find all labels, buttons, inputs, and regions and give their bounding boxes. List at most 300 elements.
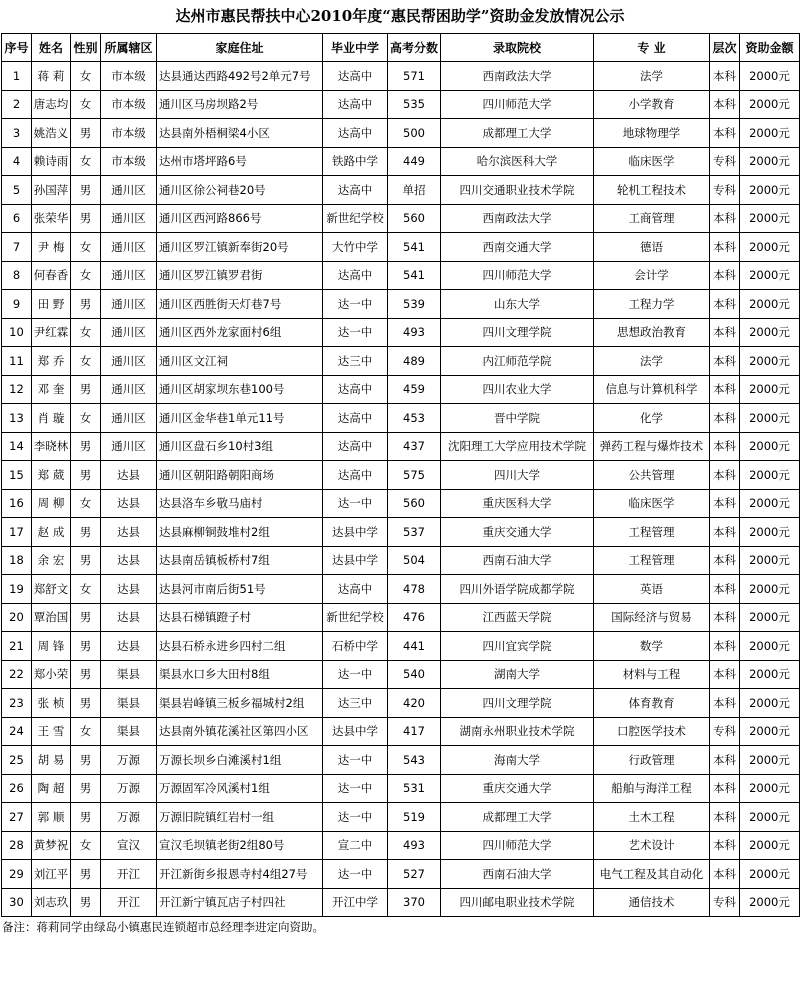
header-address: 家庭住址 (157, 34, 323, 62)
table-row (2, 888, 800, 917)
cell-major: 临床医学 (594, 489, 710, 518)
cell-amount: 2000元 (740, 575, 800, 604)
cell-level: 本科 (710, 575, 740, 604)
header-major: 专 业 (594, 34, 710, 62)
page-title: 达州市惠民帮扶中心2010年度“惠民帮困助学”资助金发放情况公示 (175, 7, 625, 25)
header-level: 层次 (710, 34, 740, 62)
header-gender: 性别 (71, 34, 101, 62)
cell-index: 29 (2, 860, 32, 889)
cell-college: 西南政法大学 (441, 204, 594, 233)
cell-major: 艺术设计 (594, 831, 710, 860)
table-row (2, 831, 800, 860)
cell-district: 通川区 (101, 432, 157, 461)
cell-amount: 2000元 (740, 318, 800, 347)
cell-gender: 女 (71, 318, 101, 347)
cell-index: 11 (2, 347, 32, 376)
cell-district: 渠县 (101, 689, 157, 718)
cell-major: 弹药工程与爆炸技术 (594, 432, 710, 461)
cell-score: 540 (388, 660, 441, 689)
cell-district: 通川区 (101, 347, 157, 376)
cell-major: 化学 (594, 404, 710, 433)
cell-gender: 男 (71, 375, 101, 404)
table-row (2, 318, 800, 347)
cell-address: 通川区盘石乡10村3组 (157, 432, 323, 461)
cell-address: 达县石梯镇蹬子村 (157, 603, 323, 632)
cell-level: 本科 (710, 290, 740, 319)
cell-index: 6 (2, 204, 32, 233)
cell-amount: 2000元 (740, 461, 800, 490)
cell-gender: 女 (71, 575, 101, 604)
cell-address: 达县南外梧桐梁4小区 (157, 119, 323, 148)
cell-index: 10 (2, 318, 32, 347)
cell-district: 达县 (101, 489, 157, 518)
cell-name: 王 雪 (32, 717, 71, 746)
table-row (2, 90, 800, 119)
cell-gender: 男 (71, 660, 101, 689)
cell-school: 达高中 (323, 404, 388, 433)
cell-major: 体育教育 (594, 689, 710, 718)
cell-score: 560 (388, 204, 441, 233)
cell-address: 通川区胡家坝东巷100号 (157, 375, 323, 404)
cell-gender: 女 (71, 831, 101, 860)
cell-college: 四川外语学院成都学院 (441, 575, 594, 604)
table-row (2, 347, 800, 376)
cell-school: 大竹中学 (323, 233, 388, 262)
cell-score: 543 (388, 746, 441, 775)
table-row (2, 774, 800, 803)
cell-gender: 男 (71, 546, 101, 575)
cell-college: 四川文理学院 (441, 689, 594, 718)
cell-college: 四川师范大学 (441, 831, 594, 860)
cell-school: 达一中 (323, 860, 388, 889)
cell-index: 26 (2, 774, 32, 803)
cell-index: 9 (2, 290, 32, 319)
cell-major: 电气工程及其自动化 (594, 860, 710, 889)
cell-district: 市本级 (101, 147, 157, 176)
cell-level: 本科 (710, 746, 740, 775)
cell-district: 市本级 (101, 90, 157, 119)
cell-amount: 2000元 (740, 119, 800, 148)
table-row (2, 290, 800, 319)
table-row (2, 204, 800, 233)
cell-name: 何春香 (32, 261, 71, 290)
cell-major: 工商管理 (594, 204, 710, 233)
cell-major: 德语 (594, 233, 710, 262)
cell-school: 达一中 (323, 290, 388, 319)
cell-index: 20 (2, 603, 32, 632)
table-row (2, 746, 800, 775)
cell-name: 周 锋 (32, 632, 71, 661)
cell-district: 通川区 (101, 404, 157, 433)
cell-amount: 2000元 (740, 546, 800, 575)
cell-college: 四川宜宾学院 (441, 632, 594, 661)
cell-score: 493 (388, 318, 441, 347)
cell-school: 达高中 (323, 62, 388, 91)
cell-score: 420 (388, 689, 441, 718)
cell-district: 达县 (101, 603, 157, 632)
cell-amount: 2000元 (740, 404, 800, 433)
cell-major: 材料与工程 (594, 660, 710, 689)
table-header-row (2, 34, 800, 62)
cell-school: 达县中学 (323, 518, 388, 547)
cell-district: 达县 (101, 546, 157, 575)
cell-index: 28 (2, 831, 32, 860)
header-amount: 资助金额 (740, 34, 800, 62)
cell-school: 达高中 (323, 375, 388, 404)
cell-major: 数学 (594, 632, 710, 661)
cell-college: 内江师范学院 (441, 347, 594, 376)
cell-name: 尹红霖 (32, 318, 71, 347)
cell-school: 达一中 (323, 489, 388, 518)
cell-address: 达县通达西路492号2单元7号 (157, 62, 323, 91)
cell-score: 571 (388, 62, 441, 91)
cell-amount: 2000元 (740, 774, 800, 803)
cell-school: 开江中学 (323, 888, 388, 917)
cell-amount: 2000元 (740, 660, 800, 689)
cell-level: 本科 (710, 347, 740, 376)
cell-major: 英语 (594, 575, 710, 604)
cell-index: 1 (2, 62, 32, 91)
cell-score: 478 (388, 575, 441, 604)
cell-score: 370 (388, 888, 441, 917)
cell-college: 重庆交通大学 (441, 518, 594, 547)
table-row (2, 261, 800, 290)
cell-score: 537 (388, 518, 441, 547)
cell-school: 达一中 (323, 774, 388, 803)
cell-index: 5 (2, 176, 32, 205)
cell-college: 四川师范大学 (441, 90, 594, 119)
cell-college: 哈尔滨医科大学 (441, 147, 594, 176)
cell-index: 2 (2, 90, 32, 119)
cell-gender: 女 (71, 147, 101, 176)
table-row (2, 62, 800, 91)
cell-major: 通信技术 (594, 888, 710, 917)
cell-college: 成都理工大学 (441, 119, 594, 148)
table-row (2, 404, 800, 433)
cell-address: 通川区金华巷1单元11号 (157, 404, 323, 433)
cell-amount: 2000元 (740, 62, 800, 91)
cell-major: 小学教育 (594, 90, 710, 119)
cell-major: 口腔医学技术 (594, 717, 710, 746)
cell-major: 行政管理 (594, 746, 710, 775)
cell-index: 4 (2, 147, 32, 176)
cell-district: 通川区 (101, 176, 157, 205)
cell-school: 达高中 (323, 90, 388, 119)
cell-college: 江西蓝天学院 (441, 603, 594, 632)
cell-major: 法学 (594, 347, 710, 376)
cell-index: 18 (2, 546, 32, 575)
cell-amount: 2000元 (740, 90, 800, 119)
table-row (2, 575, 800, 604)
table-row (2, 147, 800, 176)
cell-score: 575 (388, 461, 441, 490)
cell-district: 通川区 (101, 233, 157, 262)
cell-level: 本科 (710, 261, 740, 290)
cell-school: 达一中 (323, 318, 388, 347)
cell-college: 四川农业大学 (441, 375, 594, 404)
cell-amount: 2000元 (740, 518, 800, 547)
cell-name: 姚浩义 (32, 119, 71, 148)
cell-major: 会计学 (594, 261, 710, 290)
cell-amount: 2000元 (740, 831, 800, 860)
cell-major: 船舶与海洋工程 (594, 774, 710, 803)
table-row (2, 375, 800, 404)
cell-district: 宣汉 (101, 831, 157, 860)
cell-address: 万源固军冷风溪村1组 (157, 774, 323, 803)
cell-level: 本科 (710, 518, 740, 547)
cell-address: 达县石桥永进乡四村二组 (157, 632, 323, 661)
cell-gender: 女 (71, 404, 101, 433)
header-index: 序号 (2, 34, 32, 62)
cell-score: 527 (388, 860, 441, 889)
cell-college: 重庆交通大学 (441, 774, 594, 803)
cell-college: 重庆医科大学 (441, 489, 594, 518)
cell-name: 刘江平 (32, 860, 71, 889)
cell-address: 通川区罗江镇新奉街20号 (157, 233, 323, 262)
cell-college: 四川师范大学 (441, 261, 594, 290)
cell-address: 开江新街乡报恩寺村4组27号 (157, 860, 323, 889)
cell-amount: 2000元 (740, 888, 800, 917)
cell-amount: 2000元 (740, 717, 800, 746)
cell-score: 504 (388, 546, 441, 575)
table-row (2, 119, 800, 148)
cell-gender: 男 (71, 518, 101, 547)
cell-index: 3 (2, 119, 32, 148)
table-row (2, 803, 800, 832)
cell-district: 万源 (101, 746, 157, 775)
cell-gender: 男 (71, 689, 101, 718)
cell-gender: 男 (71, 888, 101, 917)
cell-name: 李晓林 (32, 432, 71, 461)
cell-amount: 2000元 (740, 347, 800, 376)
cell-gender: 男 (71, 432, 101, 461)
cell-major: 土木工程 (594, 803, 710, 832)
table-row (2, 717, 800, 746)
cell-name: 邓 奎 (32, 375, 71, 404)
cell-score: 531 (388, 774, 441, 803)
header-name: 姓名 (32, 34, 71, 62)
cell-score: 493 (388, 831, 441, 860)
cell-address: 通川区徐公祠巷20号 (157, 176, 323, 205)
cell-score: 541 (388, 261, 441, 290)
cell-name: 肖 璇 (32, 404, 71, 433)
table-body (2, 62, 800, 917)
cell-score: 437 (388, 432, 441, 461)
cell-name: 赵 成 (32, 518, 71, 547)
cell-score: 单招 (388, 176, 441, 205)
cell-school: 达一中 (323, 660, 388, 689)
cell-college: 山东大学 (441, 290, 594, 319)
cell-college: 西南石油大学 (441, 546, 594, 575)
cell-amount: 2000元 (740, 489, 800, 518)
cell-level: 本科 (710, 62, 740, 91)
cell-index: 12 (2, 375, 32, 404)
cell-district: 通川区 (101, 261, 157, 290)
cell-address: 通川区朝阳路朝阳商场 (157, 461, 323, 490)
cell-amount: 2000元 (740, 860, 800, 889)
cell-address: 开江新宁镇瓦店子村四社 (157, 888, 323, 917)
cell-district: 万源 (101, 803, 157, 832)
cell-level: 本科 (710, 375, 740, 404)
table-row (2, 432, 800, 461)
cell-gender: 女 (71, 62, 101, 91)
table-row (2, 860, 800, 889)
cell-address: 渠县水口乡大田村8组 (157, 660, 323, 689)
cell-major: 临床医学 (594, 147, 710, 176)
cell-name: 郑舒文 (32, 575, 71, 604)
cell-amount: 2000元 (740, 261, 800, 290)
cell-address: 达县南外镇花溪社区第四小区 (157, 717, 323, 746)
table-row (2, 176, 800, 205)
table-row (2, 489, 800, 518)
cell-name: 覃治国 (32, 603, 71, 632)
cell-major: 工程管理 (594, 546, 710, 575)
cell-name: 郑 乔 (32, 347, 71, 376)
cell-college: 四川邮电职业技术学院 (441, 888, 594, 917)
cell-college: 湖南永州职业技术学院 (441, 717, 594, 746)
cell-major: 工程力学 (594, 290, 710, 319)
cell-school: 石桥中学 (323, 632, 388, 661)
cell-address: 通川区罗江镇罗君街 (157, 261, 323, 290)
cell-district: 开江 (101, 860, 157, 889)
cell-address: 达县南岳镇板桥村7组 (157, 546, 323, 575)
cell-school: 铁路中学 (323, 147, 388, 176)
cell-gender: 女 (71, 347, 101, 376)
cell-district: 渠县 (101, 660, 157, 689)
cell-school: 达高中 (323, 261, 388, 290)
table-row (2, 546, 800, 575)
cell-address: 通川区西河路866号 (157, 204, 323, 233)
cell-score: 459 (388, 375, 441, 404)
cell-major: 地球物理学 (594, 119, 710, 148)
cell-amount: 2000元 (740, 176, 800, 205)
cell-name: 田 野 (32, 290, 71, 319)
cell-level: 本科 (710, 632, 740, 661)
cell-district: 达县 (101, 632, 157, 661)
cell-major: 信息与计算机科学 (594, 375, 710, 404)
table-row (2, 518, 800, 547)
cell-school: 达高中 (323, 176, 388, 205)
cell-index: 22 (2, 660, 32, 689)
cell-level: 本科 (710, 689, 740, 718)
cell-address: 通川区西胜街天灯巷7号 (157, 290, 323, 319)
cell-school: 达一中 (323, 803, 388, 832)
cell-index: 16 (2, 489, 32, 518)
cell-level: 本科 (710, 318, 740, 347)
table-row (2, 632, 800, 661)
aid-table (1, 33, 800, 917)
cell-gender: 男 (71, 461, 101, 490)
header-district: 所属辖区 (101, 34, 157, 62)
cell-district: 市本级 (101, 62, 157, 91)
cell-index: 21 (2, 632, 32, 661)
cell-score: 560 (388, 489, 441, 518)
cell-district: 达县 (101, 575, 157, 604)
cell-level: 本科 (710, 774, 740, 803)
cell-level: 本科 (710, 660, 740, 689)
cell-district: 通川区 (101, 375, 157, 404)
cell-name: 赖诗雨 (32, 147, 71, 176)
cell-school: 达县中学 (323, 717, 388, 746)
cell-address: 通川区马房坝路2号 (157, 90, 323, 119)
cell-name: 黄梦祝 (32, 831, 71, 860)
cell-level: 本科 (710, 803, 740, 832)
table-row (2, 689, 800, 718)
cell-school: 达高中 (323, 432, 388, 461)
cell-major: 轮机工程技术 (594, 176, 710, 205)
cell-college: 西南交通大学 (441, 233, 594, 262)
cell-school: 达高中 (323, 119, 388, 148)
cell-level: 专科 (710, 717, 740, 746)
cell-school: 达三中 (323, 347, 388, 376)
cell-college: 四川文理学院 (441, 318, 594, 347)
cell-index: 23 (2, 689, 32, 718)
cell-college: 西南政法大学 (441, 62, 594, 91)
cell-address: 达州市塔坪路6号 (157, 147, 323, 176)
cell-level: 本科 (710, 461, 740, 490)
cell-amount: 2000元 (740, 432, 800, 461)
cell-gender: 女 (71, 90, 101, 119)
cell-score: 441 (388, 632, 441, 661)
table-row (2, 660, 800, 689)
cell-amount: 2000元 (740, 746, 800, 775)
header-college: 录取院校 (441, 34, 594, 62)
cell-name: 张 桢 (32, 689, 71, 718)
cell-index: 13 (2, 404, 32, 433)
cell-name: 郑 葳 (32, 461, 71, 490)
cell-gender: 男 (71, 603, 101, 632)
cell-level: 本科 (710, 119, 740, 148)
cell-score: 453 (388, 404, 441, 433)
cell-gender: 女 (71, 233, 101, 262)
cell-score: 541 (388, 233, 441, 262)
cell-district: 开江 (101, 888, 157, 917)
cell-district: 通川区 (101, 204, 157, 233)
cell-gender: 男 (71, 290, 101, 319)
cell-gender: 女 (71, 717, 101, 746)
page (1, 0, 799, 937)
cell-gender: 男 (71, 204, 101, 233)
cell-gender: 男 (71, 632, 101, 661)
cell-gender: 男 (71, 746, 101, 775)
cell-college: 四川交通职业技术学院 (441, 176, 594, 205)
cell-address: 渠县岩峰镇三板乡福城村2组 (157, 689, 323, 718)
cell-level: 本科 (710, 233, 740, 262)
cell-name: 刘志玖 (32, 888, 71, 917)
cell-name: 唐志均 (32, 90, 71, 119)
cell-school: 新世纪学校 (323, 204, 388, 233)
cell-name: 郭 顺 (32, 803, 71, 832)
cell-school: 达一中 (323, 746, 388, 775)
cell-index: 25 (2, 746, 32, 775)
cell-amount: 2000元 (740, 147, 800, 176)
cell-name: 蒋 莉 (32, 62, 71, 91)
cell-index: 30 (2, 888, 32, 917)
cell-score: 500 (388, 119, 441, 148)
cell-index: 24 (2, 717, 32, 746)
cell-college: 晋中学院 (441, 404, 594, 433)
cell-address: 通川区西外龙家面村6组 (157, 318, 323, 347)
cell-level: 本科 (710, 603, 740, 632)
cell-district: 万源 (101, 774, 157, 803)
cell-address: 万源长坝乡白滩溪村1组 (157, 746, 323, 775)
cell-amount: 2000元 (740, 632, 800, 661)
cell-name: 周 柳 (32, 489, 71, 518)
cell-name: 张荣华 (32, 204, 71, 233)
table-row (2, 461, 800, 490)
cell-district: 市本级 (101, 119, 157, 148)
cell-major: 法学 (594, 62, 710, 91)
